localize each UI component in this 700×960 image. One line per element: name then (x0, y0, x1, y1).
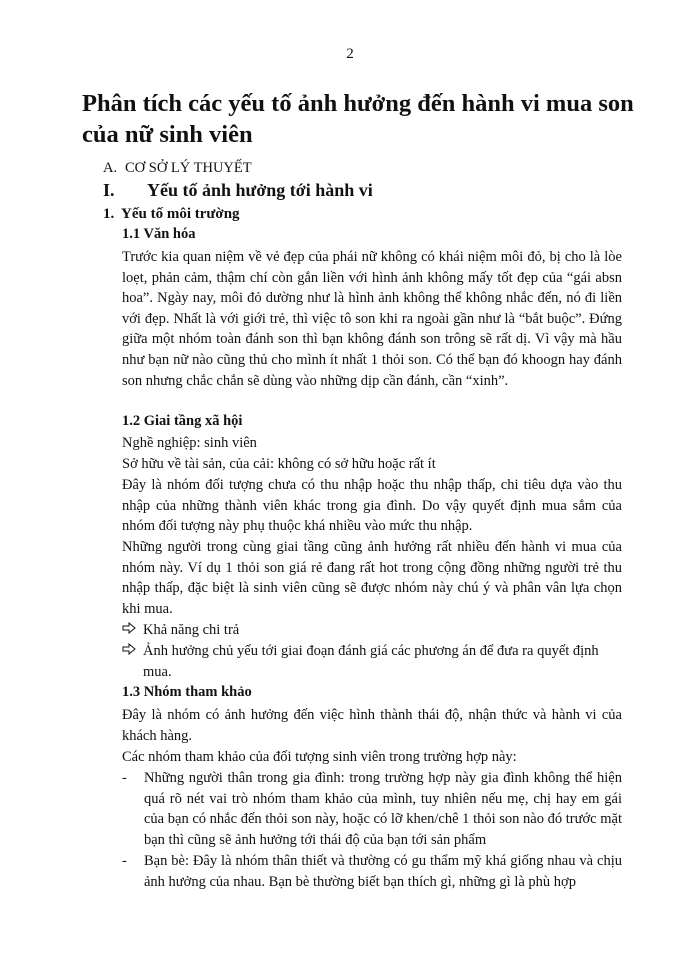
social-class-paragraph-2: Những người trong cùng giai tầng cũng ảnh hưởng rất nhiều đến hành vi mua của nhóm này. Ví dụ 1 thỏi son giá rẻ đang rất hot trong cộng đồng những người trẻ thu nhập thấp, đặc biệt là sinh viên cũng sẽ được nhóm này chú ý và phân vân lựa chọn khi mua. (122, 539, 622, 617)
list-dash: - (122, 770, 127, 786)
section-1-number: 1. (103, 206, 115, 222)
subheading-social-class: 1.2 Giai tầng xã hội (122, 413, 243, 429)
page-number: 2 (346, 46, 354, 62)
section-a-label: CƠ SỞ LÝ THUYẾT (125, 160, 252, 176)
section-i-heading (103, 180, 373, 201)
page-title: Phân tích các yếu tố ảnh hưởng đến hành vi mua son của nữ sinh viên (82, 90, 634, 148)
section-1-label: Yếu tố môi trường (121, 206, 240, 222)
bullet-text: Khả năng chi trả (143, 622, 240, 638)
list-item (122, 851, 622, 892)
culture-paragraph: Trước kia quan niệm về vẻ đẹp của phái nữ không có khái niệm môi đỏ, bị cho là lòe loẹt, phản cảm, thậm chí còn gắn liền với hình ảnh không mấy tốt đẹp của “gái absn hoa”. Ngày nay, môi đỏ dường như là hình ảnh không thể không nhắc đến, nó đi liền với đẹp. Nhất là với giới trẻ, thì việc tô son khi ra ngoài gần như là “bắt buộc”. Đứng giữa một nhóm toàn đánh son thì bạn không đánh son trông sẽ rất dị. Vì vậy mà hầu như bạn nữ nào cũng thủ cho mình ít nhất 1 thỏi son. Có thể bạn đó khoogn hay đánh son nhưng chắc chắn sẽ dùng vào những dịp cần đánh, cần “xinh”. (122, 249, 622, 389)
reference-group-paragraph-2: Các nhóm tham khảo của đối tượng sinh viên trong trường hợp này: (122, 749, 517, 765)
occupation-line: Nghề nghiệp: sinh viên (122, 435, 257, 451)
list-item-text: Những người thân trong gia đình: trong trường hợp này gia đình không thể hiện quá rõ nét vai trò nhóm tham khảo của mình, tuy nhiên nếu mẹ, chị hay em gái của bạn có nhắc đến thỏi son này, hoặc có lỡ khen/chê 1 thỏi son nào đó trước mặt bạn thì cũng sẽ ảnh hưởng tới thái độ của bạn tới sản phẩm (144, 770, 622, 848)
bullet-item (122, 620, 622, 641)
bullet-text: Ảnh hưởng chủ yếu tới giai đoạn đánh giá các phương án để đưa ra quyết định mua. (143, 643, 599, 680)
section-i-number: I. (103, 180, 115, 200)
list-item-text: Bạn bè: Đây là nhóm thân thiết và thường có gu thẩm mỹ khá giống nhau và chịu ảnh hưởng của nhau. Bạn bè thường biết bạn thích gì, những gì là phù hợp (144, 853, 622, 890)
social-class-paragraph-1: Đây là nhóm đối tượng chưa có thu nhập hoặc thu nhập thấp, chi tiêu dựa vào thu nhập của những thành viên khác trong gia đình. Do vậy quyết định mua sắm của nhóm đối tượng này phụ thuộc khá nhiều vào mức thu nhập. (122, 477, 622, 535)
list-dash: - (122, 853, 127, 869)
subheading-reference-group: 1.3 Nhóm tham khảo (122, 684, 252, 700)
arrow-right-icon (122, 641, 142, 662)
section-1-heading (103, 206, 240, 223)
list-item (122, 768, 622, 850)
assets-line: Sở hữu về tài sản, của cải: không có sở hữu hoặc rất ít (122, 456, 436, 472)
section-a-heading (103, 160, 252, 177)
reference-group-paragraph-1: Đây là nhóm có ảnh hưởng đến việc hình thành thái độ, nhận thức và hành vi của khách hàng. (122, 707, 622, 744)
section-a-number: A. (103, 160, 118, 176)
subheading-culture: 1.1 Văn hóa (122, 226, 196, 242)
bullet-item (122, 641, 622, 682)
arrow-right-icon (122, 620, 142, 641)
section-i-label: Yếu tố ảnh hưởng tới hành vi (147, 180, 373, 200)
